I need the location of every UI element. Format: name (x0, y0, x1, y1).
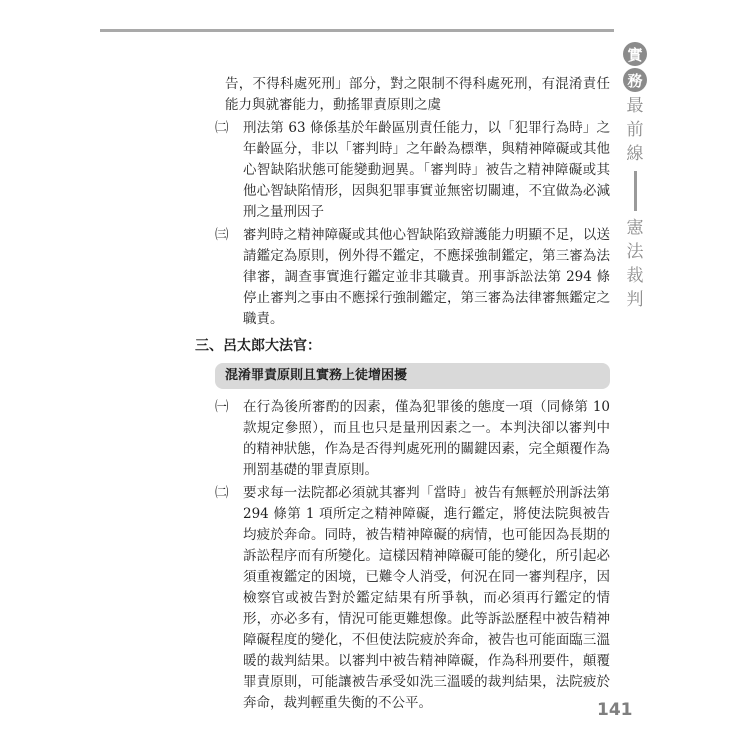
list-item (195, 483, 610, 714)
intro-paragraph: 告，不得科處死刑」部分，對之限制不得科處死刑，有混淆責任能力與就審能力，動搖罪責原則之虞 (225, 76, 610, 113)
list-marker: ㈠ (215, 399, 229, 415)
page-number: 141 (597, 700, 633, 720)
side-title-char: 法 (626, 242, 644, 262)
highlight-box-title: 混淆罪責原則且實務上徒增困擾 (215, 363, 610, 389)
side-title-char: 憲 (626, 218, 644, 238)
list-item (195, 225, 610, 330)
list-marker: ㈡ (215, 120, 229, 136)
top-rule (100, 29, 614, 32)
list-marker: ㈡ (215, 485, 229, 501)
page-body (195, 74, 610, 714)
section-heading: 三、呂太郎大法官： (195, 338, 321, 354)
list-marker: ㈢ (215, 227, 229, 243)
side-title-char: 實 (623, 42, 647, 66)
side-title-char: 裁 (626, 266, 644, 286)
side-title-char: 最 (626, 96, 644, 116)
list-item-text: 刑法第 63 條係基於年齡區別責任能力，以「犯罪行為時」之年齡區分，非以「審判時」之年齡為標準，與精神障礙或其他心智缺陷狀態可能變動迥異。「審判時」被告之精神障礙或其他心智缺陷情形，因與犯罪事實並無密切關連，不宜做為必減刑之量刑因子 (243, 120, 610, 220)
side-title-char: 前 (626, 120, 644, 140)
list-item-text: 在行為後所審酌的因素，僅為犯罪後的態度一項（同條第 10 款規定參照），而且也只是量刑因素之一。本判決卻以審判中的精神狀態，作為是否得判處死刑的關鍵因素，完全顛覆作為刑罰基礎的罪責原則。 (243, 399, 610, 478)
side-title-char: 判 (626, 290, 644, 310)
list-item (195, 397, 610, 481)
list-item-text: 要求每一法院都必須就其審判「當時」被告有無輕於刑訴法第 294 條第 1 項所定之精神障礙，進行鑑定，將使法院與被告均疲於奔命。同時，被告精神障礙的病情，也可能因為長期的訴訟程序而有所變化。這樣因精神障礙可能的變化，所引起必須重複鑑定的困境，已難令人消受，何況在同一審判程序，因檢察官或被告對於鑑定結果有所爭執，而必須再行鑑定的情形，亦必多有，情況可能更難想像。此等訴訟歷程中被告精神障礙程度的變化，不但使法院疲於奔命，被告也可能面臨三溫暖的裁判結果。以審判中被告精神障礙，作為科刑要件，顛覆罪責原則，可能讓被告承受如洗三溫暖的裁判結果，法院疲於奔命，裁判輕重失衡的不公平。 (243, 485, 610, 711)
side-title-divider (634, 171, 637, 211)
side-title-char: 務 (623, 68, 647, 92)
list-item-text: 審判時之精神障礙或其他心智缺陷致辯護能力明顯不足，以送請鑑定為原則，例外得不鑑定，不應採強制鑑定，第三審為法律審，調查事實進行鑑定並非其職責。刑事訴訟法第 294 條停止審判之事由不應採行強制鑑定，第三審為法律審無鑑定之職責。 (243, 227, 610, 327)
side-title (620, 42, 650, 312)
list-item (195, 118, 610, 223)
side-title-char: 線 (626, 144, 644, 164)
